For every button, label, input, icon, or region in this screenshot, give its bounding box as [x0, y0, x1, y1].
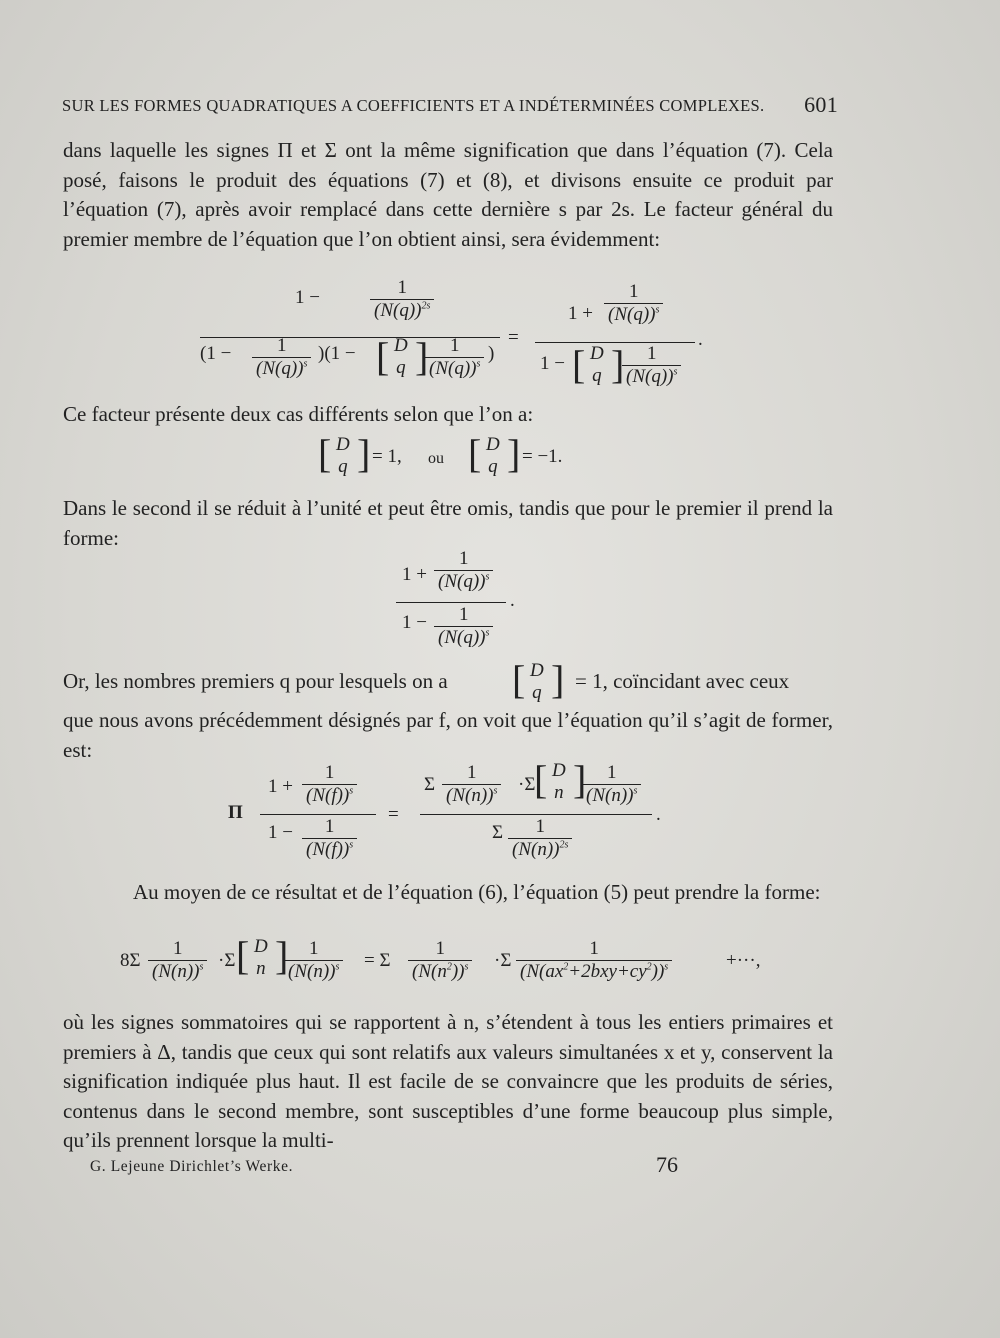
running-title: SUR LES FORMES QUADRATIQUES A COEFFICIENTS ET A INDÉTERMINÉES COMPLEXES. [62, 96, 765, 115]
paragraph-5: Au moyen de ce résultat et de l’équation (6), l’équation (5) peut prendre la forme: [133, 880, 821, 904]
legendre-symbol: [ D q ] [512, 657, 565, 703]
equation-series: 8Σ $\frac{1}{(N(n))^s}$ ·Σ [ D n ] $\frac{1}{(N(n))^s}$ = Σ $\frac{1}{(N(n^2))^s}$ ·Σ $\frac{1}{(N(ax^2+2bxy+cy^2))^s}$ +···, [120, 933, 761, 982]
equation-product: Π 1 + $\frac{1}{(N(f))^s}$ 1 − $\frac{1}{(N(f))^s}$ = Σ $\frac{1}{(N(n))^s}$ ·Σ [ D n ] $\frac{1}{(N(n))^s}$ Σ $\frac{1}{(N(n))^{2s}}$ . [228, 757, 661, 860]
condition-one: = 1, [372, 446, 402, 467]
page-number: 601 [804, 92, 838, 117]
paragraph-4-start: Or, les nombres premiers q pour lesquels on a [63, 669, 448, 693]
paragraph-4-cont: que nous avons précédemment désignés par f, on voit que l’équation qu’il s’agit de former, est: [63, 708, 833, 762]
equation-factor: 1 − $\frac{1}{(N(q))^{2s}}$ (1 − $\frac{1}{(N(q))^s}$ )(1 − [ D q ] $\frac{1}{(N(q))^s}$ ) = 1 + $\frac{1}{(N(q))^s}$ 1 − [ D q ] $\frac{1}{(N(q))^s}$ . [200, 277, 703, 387]
condition-minus-one: = −1. [522, 446, 563, 467]
paragraph-3: Dans le second il se réduit à l’unité et peut être omis, tandis que pour le premier il prend la forme: [63, 496, 833, 550]
equation-conditions: [ D q ] = 1, ou [ D q ] = −1. [318, 431, 563, 477]
equation-first-case: 1 + $\frac{1}{(N(q))^s}$ 1 − $\frac{1}{(N(q))^s}$ . [396, 550, 536, 655]
signature-mark: 76 [656, 1152, 678, 1177]
paragraph-1: dans laquelle les signes Π et Σ ont la même signification que dans l’équation (7). Cela posé, faisons le produit des équations (7) et (8), et divisons ensuite ce produit par l’équation (7), après avoir remplacé dans cette dernière s par 2s. Le facteur général du premier membre de l’équation que l’on obtient ainsi, sera évidemment: [63, 138, 833, 251]
paragraph-6: où les signes sommatoires qui se rapportent à n, s’étendent à tous les entiers primaires et premiers à Δ, tandis que ceux qui sont relatifs aux valeurs simultanées x et y, conservent la signification indiquée plus haut. Il est facile de se convaincre que les produits de séries, contenus dans le second membre, sont susceptibles d’une forme beaucoup plus simple, qu’ils prennent lorsque la multi- [63, 1010, 833, 1152]
footer-work-title: G. Lejeune Dirichlet’s Werke. [90, 1158, 294, 1175]
paragraph-2: Ce facteur présente deux cas différents selon que l’on a: [63, 402, 534, 426]
condition-or: ou [428, 450, 444, 467]
paragraph-4-end: = 1, coïncidant avec ceux [575, 669, 790, 693]
running-header [62, 92, 838, 117]
